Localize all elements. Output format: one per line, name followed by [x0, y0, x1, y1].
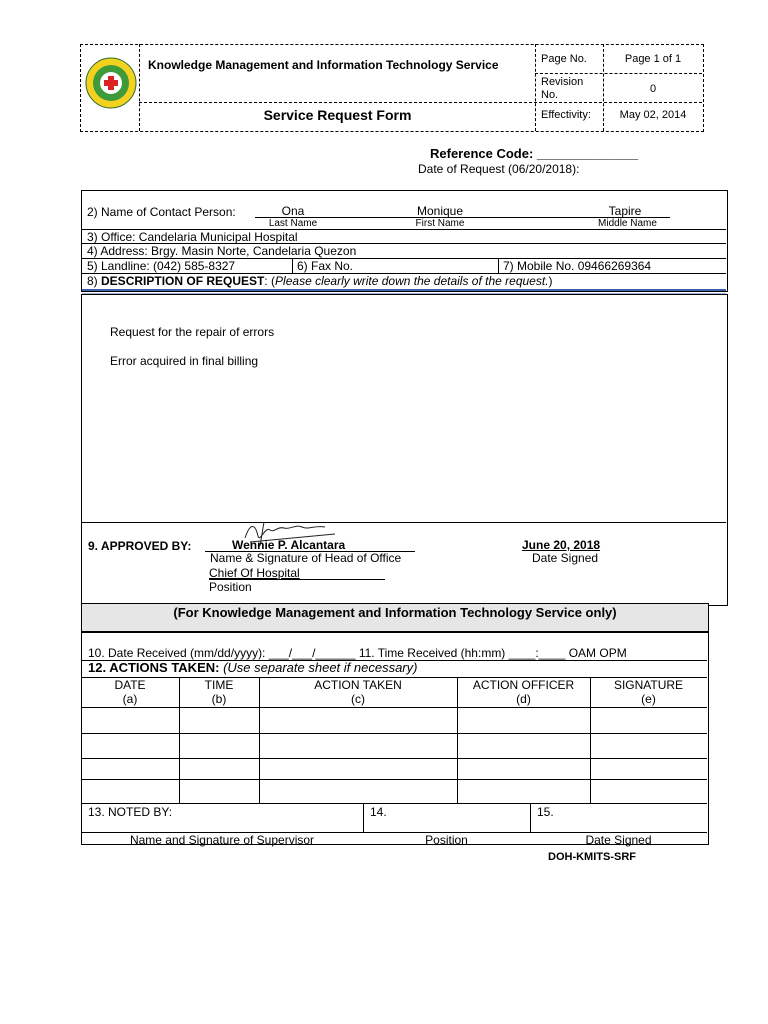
- table-row: [81, 733, 707, 734]
- actions-note: (Use separate sheet if necessary): [223, 660, 418, 675]
- description-colon: : (: [264, 274, 276, 288]
- actions-label-row: [88, 660, 417, 675]
- reference-code: Reference Code: ______________: [430, 146, 639, 161]
- col-date-header: DATE (a): [114, 678, 146, 706]
- page-no-value: Page 1 of 1: [624, 53, 682, 65]
- office-field: 3) Office: Candelaria Municipal Hospital: [87, 230, 298, 244]
- kmits-only-banner: (For Knowledge Management and Information Technology Service only): [81, 603, 709, 633]
- noted-14-label: 14.: [370, 805, 387, 819]
- table-row: [81, 779, 707, 780]
- position-caption: Position: [425, 833, 468, 847]
- noted-by-label: 13. NOTED BY:: [88, 805, 173, 819]
- col-time-header: TIME (b): [204, 678, 234, 706]
- table-row: [81, 758, 707, 759]
- contact-middle-name: Tapire: [608, 204, 642, 218]
- middle-name-caption: Middle Name: [598, 218, 657, 229]
- approved-label: 9. APPROVED BY:: [88, 539, 192, 553]
- col-action-officer-header: ACTION OFFICER (d): [472, 678, 575, 706]
- approved-date: June 20, 2018: [522, 538, 601, 552]
- noted-15-label: 15.: [537, 805, 554, 819]
- approver-position-caption: Position: [209, 580, 252, 594]
- page-no-label: Page No.: [541, 53, 587, 65]
- supervisor-caption: Name and Signature of Supervisor: [129, 833, 315, 847]
- blue-rule: [82, 289, 726, 291]
- approver-position: Chief Of Hospital: [209, 566, 300, 580]
- contact-label: 2) Name of Contact Person:: [87, 205, 236, 219]
- mobile-field: 7) Mobile No. 09466269364: [503, 259, 652, 273]
- approver-name-caption: Name & Signature of Head of Office: [210, 551, 402, 565]
- address-field: 4) Address: Brgy. Masin Norte, Candelaria Quezon: [87, 244, 357, 258]
- received-fields: 10. Date Received (mm/dd/yyyy): ___/___/______ 11. Time Received (hh:mm) ____:____ OAM OPM: [88, 646, 627, 660]
- form-title: Service Request Form: [263, 107, 412, 123]
- date-of-request: Date of Request (06/20/2018):: [418, 162, 580, 176]
- effectivity-value: May 02, 2014: [619, 109, 687, 121]
- description-line-1: Request for the repair of errors: [110, 325, 275, 339]
- revision-value: 0: [649, 83, 657, 95]
- landline-field: 5) Landline: (042) 585-8327: [87, 259, 236, 273]
- col-action-taken-header: ACTION TAKEN (c): [314, 678, 402, 706]
- fax-field: 6) Fax No.: [297, 259, 354, 273]
- table-row: [81, 707, 707, 708]
- table-row: [81, 803, 707, 804]
- doh-seal-logo: [84, 56, 138, 113]
- first-name-caption: First Name: [415, 218, 465, 229]
- description-label: DESCRIPTION OF REQUEST: [101, 274, 265, 288]
- contact-first-name: Monique: [416, 204, 464, 218]
- description-area: [81, 294, 728, 606]
- description-label-row: [87, 274, 553, 288]
- revision-label: Revision No.: [541, 76, 584, 101]
- org-title: Knowledge Management and Information Technology Service: [148, 58, 499, 72]
- description-number: 8): [87, 274, 98, 288]
- effectivity-label: Effectivity:: [541, 109, 591, 121]
- last-name-caption: Last Name: [268, 218, 318, 229]
- approver-name: Wennie P. Alcantara: [232, 538, 346, 552]
- contact-last-name: Ona: [281, 204, 305, 218]
- description-line-2: Error acquired in final billing: [110, 354, 259, 368]
- description-note: Please clearly write down the details of the request.: [275, 274, 549, 288]
- form-code: DOH-KMITS-SRF: [548, 851, 636, 863]
- approved-date-caption: Date Signed: [532, 551, 599, 565]
- date-signed-caption: Date Signed: [585, 833, 652, 847]
- actions-label: 12. ACTIONS TAKEN:: [88, 660, 220, 675]
- description-close: ): [548, 274, 553, 288]
- col-signature-header: SIGNATURE (e): [613, 678, 684, 706]
